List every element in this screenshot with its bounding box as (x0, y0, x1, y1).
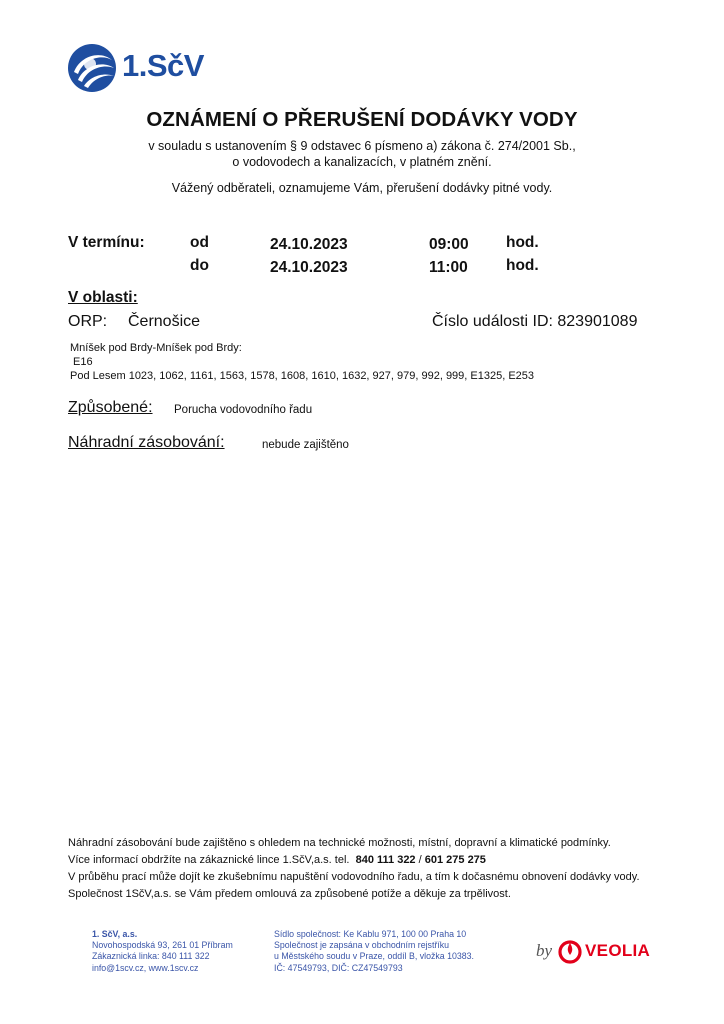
footer-addr-line-2: Zákaznická linka: 840 111 322 (92, 951, 210, 962)
phone-separator: / (418, 854, 422, 866)
veolia-wordmark: VEOLIA (585, 941, 651, 960)
subtitle-line-1: v souladu s ustanovením § 9 odstavec 6 písmeno a) zákona č. 274/2001 Sb., (148, 139, 576, 153)
logo-wordmark: 1.SčV (122, 48, 204, 83)
note-line-3: V průběhu prací může dojít ke zkušebnímu napuštění vodovodního řadu, a tím k dočasnému obnovení dodávky vody. (68, 871, 640, 883)
footer-seat (274, 929, 474, 974)
supply-label: Náhradní zásobování: (68, 434, 225, 451)
veolia-mark-icon (558, 938, 582, 964)
orp-label: ORP: (68, 313, 108, 330)
cause-label: Způsobené: (68, 399, 153, 416)
term-to-word: do (190, 257, 209, 274)
footer-seat-line-3: u Městského soudu v Praze, oddíl B, vložka 10383. (274, 951, 475, 962)
page-title: OZNÁMENÍ O PŘERUŠENÍ DODÁVKY VODY (146, 108, 578, 131)
footer-address (92, 929, 233, 974)
term-to-unit: hod. (506, 257, 539, 274)
cause-value: Porucha vodovodního řadu (174, 404, 313, 416)
orp-value: Černošice (128, 313, 201, 330)
area-label: V oblasti: (68, 289, 138, 306)
phone-2: 601 275 275 (424, 854, 486, 866)
supply-value: nebude zajištěno (262, 439, 349, 451)
area-line-3: Pod Lesem 1023, 1062, 1161, 1563, 1578, 1608, 1610, 1632, 927, 979, 992, 999, E1325, E253 (70, 370, 535, 382)
area-line-1: Mníšek pod Brdy-Mníšek pod Brdy: (70, 342, 242, 354)
note-line-1: Náhradní zásobování bude zajištěno s ohledem na technické možnosti, místní, dopravní a klimatické podmínky. (68, 837, 611, 849)
footer-company: 1. SčV, a.s. (92, 929, 138, 939)
area-line-2: E16 (73, 356, 93, 368)
greeting: Vážený odběrateli, oznamujeme Vám, přerušení dodávky pitné vody. (171, 181, 553, 195)
by-text: by (536, 941, 553, 960)
term-to-date: 24.10.2023 (270, 259, 348, 276)
event-id: Číslo události ID: 823901089 (432, 313, 638, 330)
term-from-date: 24.10.2023 (270, 236, 348, 253)
note-line-2-text: Více informací obdržíte na zákaznické lince 1.SčV,a.s. tel. (68, 854, 350, 866)
note-line-2 (68, 854, 486, 866)
note-line-4: Společnost 1SčV,a.s. se Vám předem omlouvá za způsobené potíže a děkuje za trpělivost. (68, 888, 511, 900)
footer-seat-line-1: Sídlo společnost: Ke Kablu 971, 100 00 Praha 10 (274, 929, 467, 939)
term-from-word: od (190, 234, 209, 251)
footer-addr-line-3: info@1scv.cz, www.1scv.cz (92, 962, 199, 973)
term-from-time: 09:00 (429, 236, 469, 253)
footer-seat-line-4: IČ: 47549793, DIČ: CZ47549793 (274, 962, 403, 973)
swirl-logo-icon (68, 44, 116, 92)
phone-1: 840 111 322 (355, 854, 416, 866)
term-to-time: 11:00 (429, 259, 468, 276)
footer-seat-line-2: Společnost je zapsána v obchodním rejstříku (274, 940, 450, 951)
subtitle-line-2: o vodovodech a kanalizacích, v platném znění. (232, 155, 492, 169)
footer-addr-line-1: Novohospodská 93, 261 01 Příbram (92, 940, 233, 951)
veolia-logo (536, 935, 650, 967)
term-label: V termínu: (68, 234, 145, 251)
term-from-unit: hod. (506, 234, 539, 251)
